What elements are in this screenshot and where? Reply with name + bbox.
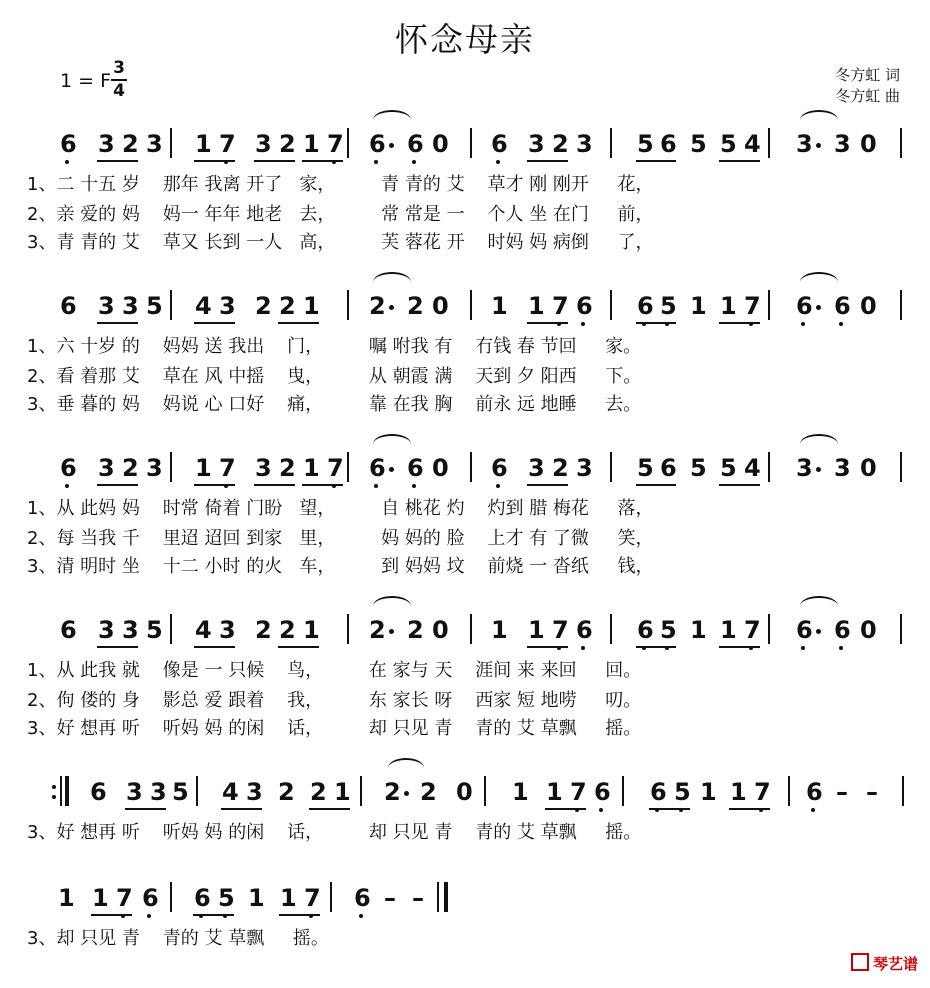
lyric-line: 2、每 当我 千 里迢 迢回 到家 里， 妈 妈的 脸 上才 有 了微 笑， [27,528,654,549]
note: 2 [255,292,272,320]
notation-system-5 [0,770,930,818]
beam-underline [278,646,319,648]
tie-arc [373,434,411,454]
lyric-line: 1、六 十岁 的 妈妈 送 我出 门， 嘱 咐我 有 冇钱 春 节回 家。 [27,336,642,357]
note: 1 [528,616,545,644]
tie-arc [373,596,411,616]
barline [900,290,902,320]
note: 3 [246,778,263,806]
beam-underline [97,484,138,486]
tie-arc [800,110,838,130]
note: 0 [860,454,877,482]
barline [484,776,486,806]
barline [610,290,612,320]
note: 3 [150,778,167,806]
note: 6 [576,292,593,320]
note: 1 [303,130,320,158]
barline [170,882,172,912]
low-octave-dot [65,484,69,488]
note: 6 [369,130,386,158]
note: 6 [142,884,159,912]
low-octave-dot [581,322,585,326]
beam-underline [527,322,568,324]
augmentation-dot [389,305,394,310]
note: 7 [552,292,569,320]
note: 7 [754,778,771,806]
note: 6 [407,130,424,158]
note: 1 [491,292,508,320]
note: 5 [674,778,691,806]
note: 6 [90,778,107,806]
barline [470,128,472,158]
note: 3 [255,454,272,482]
lyric-line: 3、好 想再 听 听妈 妈 的闲 话， 却 只见 青 青的 艾 草飘 摇。 [27,718,642,739]
low-octave-dot [839,322,843,326]
watermark-text: 琴艺谱 [872,955,918,973]
note: 5 [218,884,235,912]
note: 0 [432,616,449,644]
barline [444,882,448,912]
barline [900,614,902,644]
note: 0 [432,454,449,482]
note: 6 [637,292,654,320]
note: 4 [195,616,212,644]
barline [610,128,612,158]
note: 5 [690,454,707,482]
beam-underline [636,322,676,324]
barline [622,776,624,806]
note: 3 [98,292,115,320]
barline [360,776,362,806]
barline [347,614,349,644]
note: 6 [60,616,77,644]
note: 6 [660,130,677,158]
note: 1 [303,454,320,482]
barline [470,452,472,482]
note: 0 [860,292,877,320]
note: 1 [546,778,563,806]
note: 3 [255,130,272,158]
note: 3 [146,130,163,158]
low-octave-dot [65,160,69,164]
composer-credit: 冬方虹 曲 [835,87,900,105]
note: 6 [834,292,851,320]
beam-underline [194,484,235,486]
note: 6 [796,616,813,644]
meter-top: 3 [113,58,125,78]
note: 1 [303,616,320,644]
tie-arc [800,596,838,616]
lyric-line: 3、却 只见 青 青的 艾 草飘 摇。 [27,928,329,949]
beam-underline [194,322,235,324]
note: 6 [796,292,813,320]
beam-underline [309,808,350,810]
note: 1 [58,884,75,912]
note: 7 [744,616,761,644]
notation-system-1 [0,122,930,170]
note: 2 [552,454,569,482]
note: 5 [690,130,707,158]
note: 1 [195,130,212,158]
barline [170,128,172,158]
barline [610,614,612,644]
barline [347,452,349,482]
barline [900,128,902,158]
note: 6 [194,884,211,912]
augmentation-dot [816,467,821,472]
note: 6 [354,884,371,912]
note: – [836,778,848,806]
note: 2 [279,454,296,482]
note: 2 [407,292,424,320]
barline [347,290,349,320]
low-octave-dot [839,646,843,650]
note: 3 [122,292,139,320]
note: 7 [744,292,761,320]
note: 7 [327,454,344,482]
note: 1 [690,292,707,320]
note: – [384,884,396,912]
augmentation-dot [389,143,394,148]
beam-underline [97,322,138,324]
note: 3 [98,454,115,482]
beam-underline [636,484,676,486]
beam-underline [194,646,235,648]
beam-underline [545,808,586,810]
key-signature: 1 = F [60,70,112,92]
beam-underline [719,484,760,486]
note: 7 [304,884,321,912]
augmentation-dot [404,791,409,796]
note: 5 [720,130,737,158]
note: 1 [720,616,737,644]
low-octave-dot [811,808,815,812]
note: 3 [528,454,545,482]
beam-underline [279,914,320,916]
low-octave-dot [374,484,378,488]
augmentation-dot [816,629,821,634]
note: 6 [491,130,508,158]
lyric-line: 1、二 十五 岁 那年 我离 开了 家， 青 青的 艾 草才 刚 刚开 花， [27,174,654,195]
lyric-line: 3、好 想再 听 听妈 妈 的闲 话， 却 只见 青 青的 艾 草飘 摇。 [27,822,642,843]
note: 3 [219,292,236,320]
notation-system-3 [0,446,930,494]
notation-system-4 [0,608,930,656]
barline [437,882,439,912]
note: 1 [303,292,320,320]
barline [768,290,770,320]
beam-underline [302,484,343,486]
note: 7 [219,454,236,482]
tie-arc [373,272,411,292]
low-octave-dot [496,484,500,488]
note: – [866,778,878,806]
lyric-line: 1、从 此妈 妈 时常 倚着 门盼 望， 自 桃花 灼 灼到 腊 梅花 落， [27,498,654,519]
barline [347,128,349,158]
augmentation-dot [389,467,394,472]
lyricist-credit: 冬方虹 词 [835,66,900,84]
barline [170,614,172,644]
note: 1 [280,884,297,912]
barline [768,614,770,644]
note: 1 [92,884,109,912]
note: 2 [369,616,386,644]
note: 3 [126,778,143,806]
note: 0 [860,616,877,644]
note: 2 [122,130,139,158]
note: 1 [334,778,351,806]
augmentation-dot [389,629,394,634]
beam-underline [527,484,568,486]
repeat-dot [52,785,56,789]
note: 3 [576,454,593,482]
note: 5 [146,616,163,644]
note: 6 [60,130,77,158]
beam-underline [97,646,138,648]
beam-underline [719,646,760,648]
note: 5 [660,292,677,320]
note: 5 [720,454,737,482]
tie-arc [800,434,838,454]
note: 7 [219,130,236,158]
note: 2 [369,292,386,320]
beam-underline [193,914,234,916]
notation-system-2 [0,284,930,332]
note: 0 [860,130,877,158]
note: 3 [98,616,115,644]
beam-underline [719,322,760,324]
note: 2 [310,778,327,806]
note: 7 [570,778,587,806]
note: 6 [637,616,654,644]
logo-icon [851,953,869,971]
lyric-line: 2、亲 爱的 妈 妈一 年年 地老 去， 常 常是 一 个人 坐 在门 前， [27,204,654,225]
low-octave-dot [359,914,363,918]
beam-underline [636,646,676,648]
low-octave-dot [599,808,603,812]
low-octave-dot [801,322,805,326]
note: 1 [491,616,508,644]
beam-underline [97,160,138,162]
note: 3 [528,130,545,158]
lyric-line: 3、清 明时 坐 十二 小时 的火 车， 到 妈妈 坟 前烧 一 沓纸 钱， [27,556,654,577]
note: 7 [327,130,344,158]
time-signature [111,60,127,100]
beam-underline [527,646,568,648]
notation-system-6 [0,876,930,924]
barline [470,290,472,320]
note: 5 [172,778,189,806]
watermark [851,953,918,974]
tie-arc [800,272,838,292]
repeat-barline [60,776,62,806]
low-octave-dot [374,160,378,164]
note: 3 [796,130,813,158]
beam-underline [278,322,319,324]
note: 1 [700,778,717,806]
note: 6 [576,616,593,644]
beam-underline [649,808,690,810]
low-octave-dot [801,646,805,650]
note: 2 [407,616,424,644]
note: 3 [796,454,813,482]
note: 4 [195,292,212,320]
note: 2 [420,778,437,806]
meter-bottom: 4 [113,81,125,101]
note: 6 [660,454,677,482]
beam-underline [254,484,295,486]
lyric-line: 1、从 此我 就 像是 一 只候 鸟， 在 家与 天 涯间 来 来回 回。 [27,660,642,681]
note: 4 [222,778,239,806]
note: 7 [552,616,569,644]
barline [768,452,770,482]
note: 6 [834,616,851,644]
augmentation-dot [816,143,821,148]
repeat-dot [52,795,56,799]
low-octave-dot [496,160,500,164]
note: 2 [255,616,272,644]
note: 3 [576,130,593,158]
repeat-barline [65,776,69,806]
note: 5 [637,454,654,482]
low-octave-dot [412,484,416,488]
low-octave-dot [581,646,585,650]
note: 3 [834,130,851,158]
barline [196,776,198,806]
note: 1 [690,616,707,644]
lyric-line: 3、垂 暮的 妈 妈说 心 口好 痛， 靠 在我 胸 前永 远 地睡 去。 [27,394,642,415]
barline [768,128,770,158]
beam-underline [719,160,760,162]
barline [470,614,472,644]
beam-underline [302,160,343,162]
beam-underline [729,808,770,810]
note: 4 [744,454,761,482]
note: 6 [594,778,611,806]
beam-underline [125,808,166,810]
note: 0 [456,778,473,806]
note: – [412,884,424,912]
note: 2 [552,130,569,158]
beam-underline [527,160,568,162]
beam-underline [636,160,676,162]
note: 1 [730,778,747,806]
lyric-line: 2、佝 偻的 身 影总 爱 跟着 我， 东 家长 呀 西家 短 地唠 叨。 [27,690,642,711]
low-octave-dot [412,160,416,164]
note: 0 [432,292,449,320]
barline [902,776,904,806]
barline [170,452,172,482]
note: 2 [279,616,296,644]
note: 6 [650,778,667,806]
note: 3 [146,454,163,482]
note: 5 [637,130,654,158]
note: 2 [384,778,401,806]
note: 3 [98,130,115,158]
note: 7 [116,884,133,912]
tie-arc [373,110,411,130]
lyric-line: 2、看 着那 艾 草在 风 中摇 曳， 从 朝霞 满 天到 夕 阳西 下。 [27,366,642,387]
note: 1 [528,292,545,320]
beam-underline [221,808,262,810]
note: 3 [122,616,139,644]
beam-underline [254,160,295,162]
lyric-line: 3、青 青的 艾 草又 长到 一人 高， 芙 蓉花 开 时妈 妈 病倒 了， [27,232,654,253]
beam-underline [194,160,235,162]
note: 6 [60,454,77,482]
barline [900,452,902,482]
barline [610,452,612,482]
note: 3 [834,454,851,482]
tie-arc [388,758,424,778]
note: 5 [146,292,163,320]
note: 2 [278,778,295,806]
note: 5 [660,616,677,644]
note: 1 [720,292,737,320]
beam-underline [91,914,132,916]
song-title: 怀念母亲 [395,20,535,59]
note: 6 [60,292,77,320]
note: 1 [248,884,265,912]
augmentation-dot [816,305,821,310]
note: 1 [195,454,212,482]
note: 6 [806,778,823,806]
note: 6 [491,454,508,482]
barline [170,290,172,320]
note: 2 [279,292,296,320]
note: 4 [744,130,761,158]
note: 2 [279,130,296,158]
note: 0 [432,130,449,158]
note: 2 [122,454,139,482]
note: 6 [407,454,424,482]
note: 1 [512,778,529,806]
note: 6 [369,454,386,482]
note: 3 [219,616,236,644]
barline [788,776,790,806]
low-octave-dot [147,914,151,918]
barline [330,882,332,912]
